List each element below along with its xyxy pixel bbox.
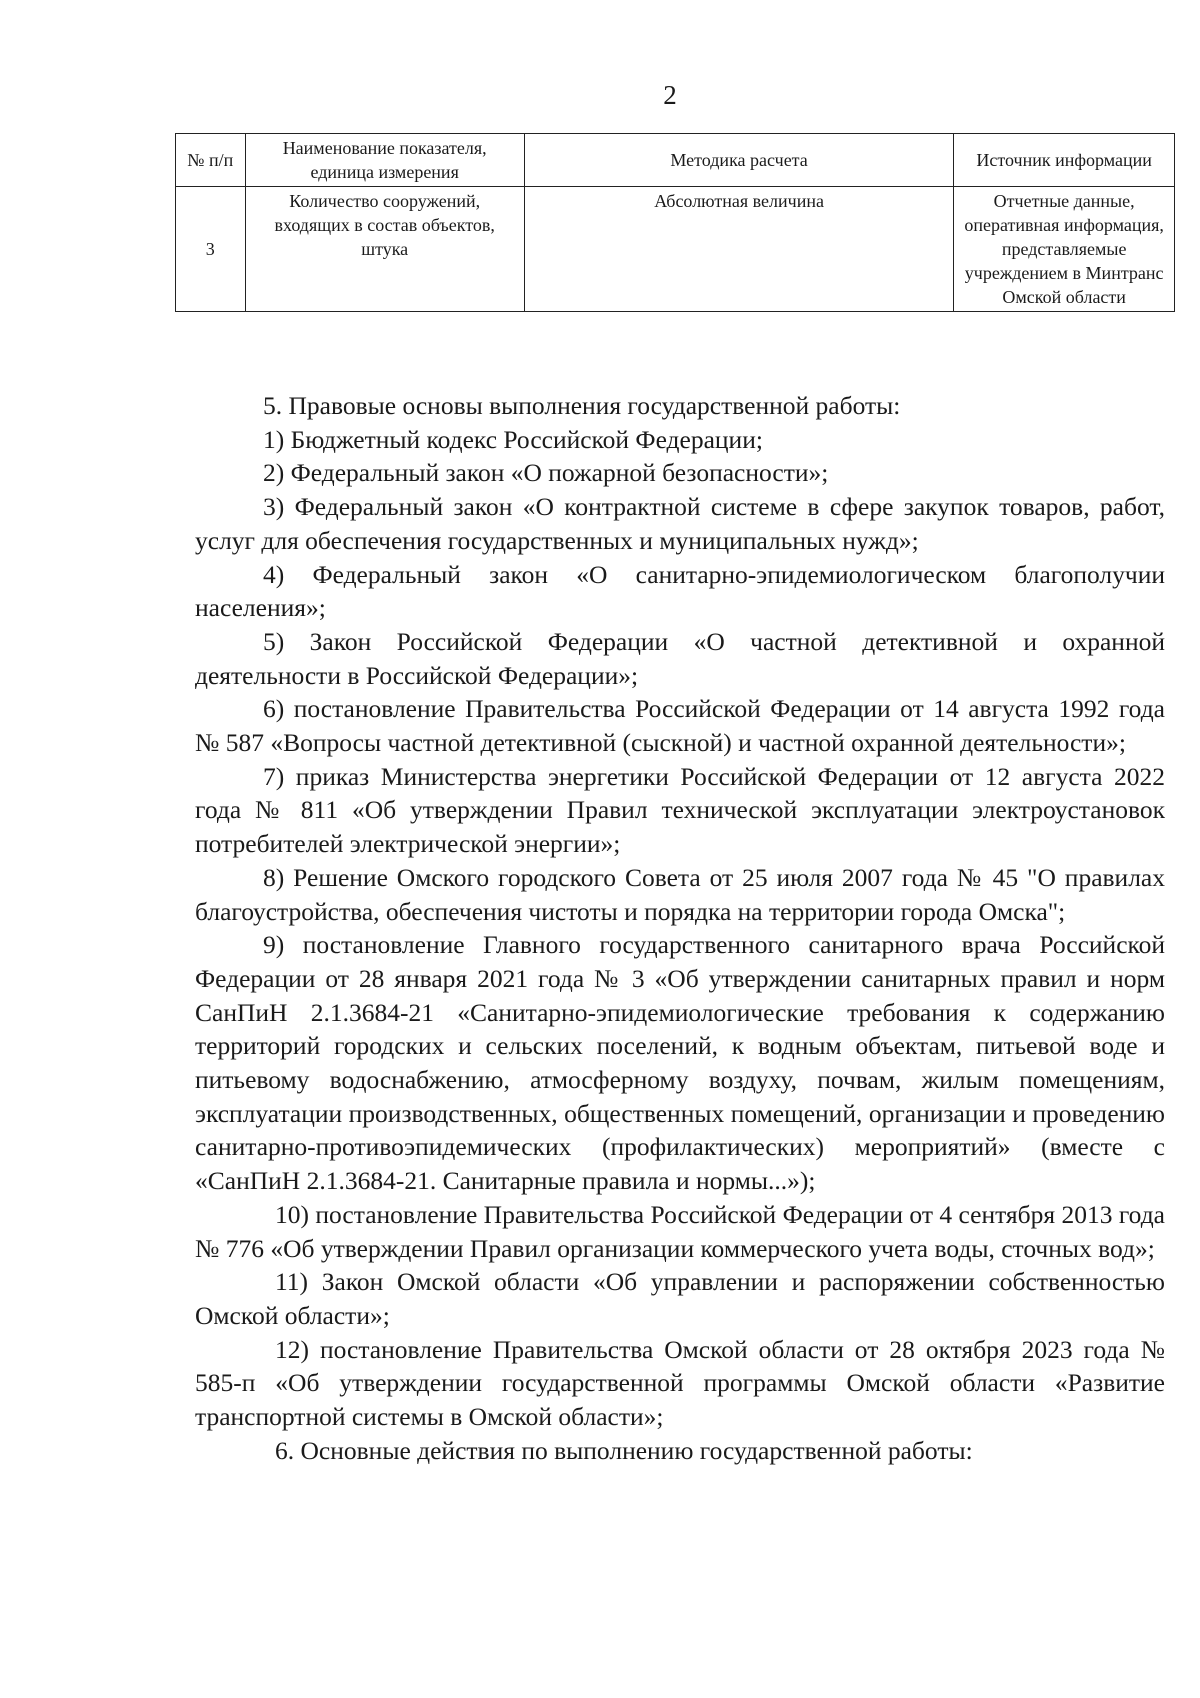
page-number: 2	[663, 80, 677, 110]
paragraph-item-9: 9) постановление Главного государственного санитарного врача Российской Федерации от 28 января 2021 года № 3 «Об утверждении санитарных правил и норм СанПиН 2.1.3684-21 «Санитарно-эпидемиологические требования к содержанию территорий городских и сельских поселений, к водным объектам, питьевой воде и питьевому водоснабжению, атмосферному воздуху, почвам, жилым помещениям, эксплуатации производственных, общественных помещений, организации и проведению санитарно-противоэпидемических (профилактических) мероприятий» (вместе с «СанПиН 2.1.3684-21. Санитарные правила и нормы...»);	[195, 930, 1165, 1196]
indicators-table	[175, 133, 1175, 312]
header-source: Источник информации	[954, 134, 1175, 187]
paragraph-item-7: 7) приказ Министерства энергетики Российской Федерации от 12 августа 2022 года № 811 «Об утверждении Правил технической эксплуатации электроустановок потребителей электрической энергии»;	[195, 761, 1165, 859]
cell-num: 3	[176, 187, 246, 312]
paragraph-item-3: 3) Федеральный закон «О контрактной системе в сфере закупок товаров, работ, услуг для обеспечения государственных и муниципальных нужд»;	[195, 492, 1165, 555]
paragraph-item-11: 11) Закон Омской области «Об управлении и распоряжении собственностью Омской области»;	[195, 1267, 1165, 1330]
table-header-row	[176, 134, 1175, 187]
header-method: Методика расчета	[524, 134, 953, 187]
cell-source: Отчетные данные, оперативная информация, представляемые учреждением в Минтранс Омской области	[954, 187, 1175, 312]
document-body	[195, 389, 1165, 1468]
header-name: Наименование показателя, единица измерения	[245, 134, 524, 187]
paragraph-item-8: 8) Решение Омского городского Совета от 25 июля 2007 года № 45 "О правилах благоустройства, обеспечения чистоты и порядка на территории города Омска";	[195, 862, 1165, 926]
paragraph-item-12: 12) постановление Правительства Омской области от 28 октября 2023 года № 585-п «Об утверждении государственной программы Омской области «Развитие транспортной системы в Омской области»;	[195, 1334, 1165, 1432]
paragraph-item-6: 6) постановление Правительства Российской Федерации от 14 августа 1992 года № 587 «Вопросы частной детективной (сыскной) и частной охранной деятельности»;	[195, 694, 1165, 758]
table-row	[176, 187, 1175, 312]
section-heading-6: 6. Основные действия по выполнению государственной работы:	[275, 1435, 973, 1465]
paragraph-item-4: 4) Федеральный закон «О санитарно-эпидемиологическом благополучии населения»;	[195, 559, 1165, 623]
paragraph-item-10: 10) постановление Правительства Российской Федерации от 4 сентября 2013 года № 776 «Об утверждении Правил организации коммерческого учета воды, сточных вод»;	[195, 1199, 1165, 1263]
paragraph-item-2: 2) Федеральный закон «О пожарной безопасности»;	[263, 458, 829, 488]
section-heading-5: 5. Правовые основы выполнения государственной работы:	[263, 391, 901, 420]
cell-name: Количество сооружений, входящих в состав объектов, штука	[245, 187, 524, 312]
cell-method: Абсолютная величина	[524, 187, 953, 312]
header-num: № п/п	[176, 134, 246, 187]
paragraph-item-1: 1) Бюджетный кодекс Российской Федерации;	[263, 424, 763, 454]
paragraph-item-5: 5) Закон Российской Федерации «О частной детективной и охранной деятельности в Российской Федерации»;	[195, 626, 1165, 690]
